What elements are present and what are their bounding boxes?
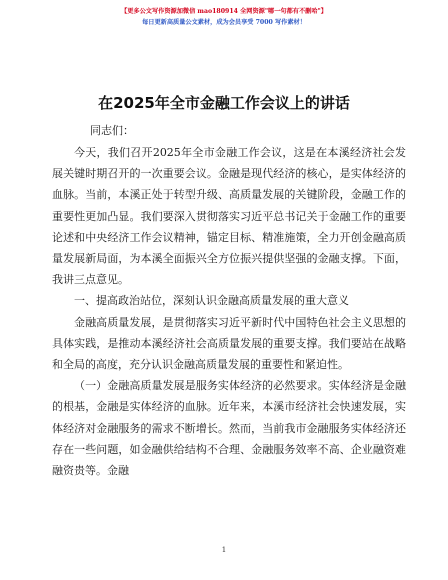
document-body bbox=[52, 142, 406, 481]
promo-banner-line1: 【更多公文写作资源加微信 mao180914 全网资源"哪一句都有不删哈"】 bbox=[121, 8, 327, 15]
document-title: 在2025年全市金融工作会议上的讲话 bbox=[98, 94, 350, 112]
subsection-paragraph: （一）金融高质量发展是服务实体经济的必然要求。实体经济是金融的根基，金融是实体经济的血脉。近年来，本溪市经济社会快速发展，实体经济对金融服务的需求不断增长。然而，当前我市金融服务实体经济还存在一些问题，如金融供给结构不合理、金融服务效率不高、企业融资难融资贵等。金融 bbox=[52, 379, 406, 478]
section-heading-1: 一、提高政治站位，深刻认识金融高质量发展的重大意义 bbox=[74, 294, 349, 308]
promo-banner-line2: 每日更新高质量公文素材，成为会员享受 7000 写作素材！ bbox=[142, 19, 306, 26]
page-number: 1 bbox=[221, 546, 227, 554]
section-paragraph: 金融高质量发展，是贯彻落实习近平新时代中国特色社会主义思想的具体实践，是推动本溪经济社会高质量发展的重要支撑。我们要站在战略和全局的高度，充分认识金融高质量发展的重要性和紧迫性。 bbox=[52, 315, 406, 372]
greeting: 同志们： bbox=[90, 124, 134, 137]
intro-paragraph: 今天，我们召开2025年全市金融工作会议，这是在本溪经济社会发展关键时期召开的一次重要会议。金融是现代经济的核心，是实体经济的血脉。当前，本溪正处于转型升级、高质量发展的关键阶段，金融工作的重要性更加凸显。我们要深入贯彻落实习近平总书记关于金融工作的重要论述和中央经济工作会议精神，锚定目标、精准施策，全力开创金融高质量发展新局面，为本溪全面振兴全方位振兴提供坚强的金融支撑。下面，我讲三点意见。 bbox=[52, 146, 406, 287]
